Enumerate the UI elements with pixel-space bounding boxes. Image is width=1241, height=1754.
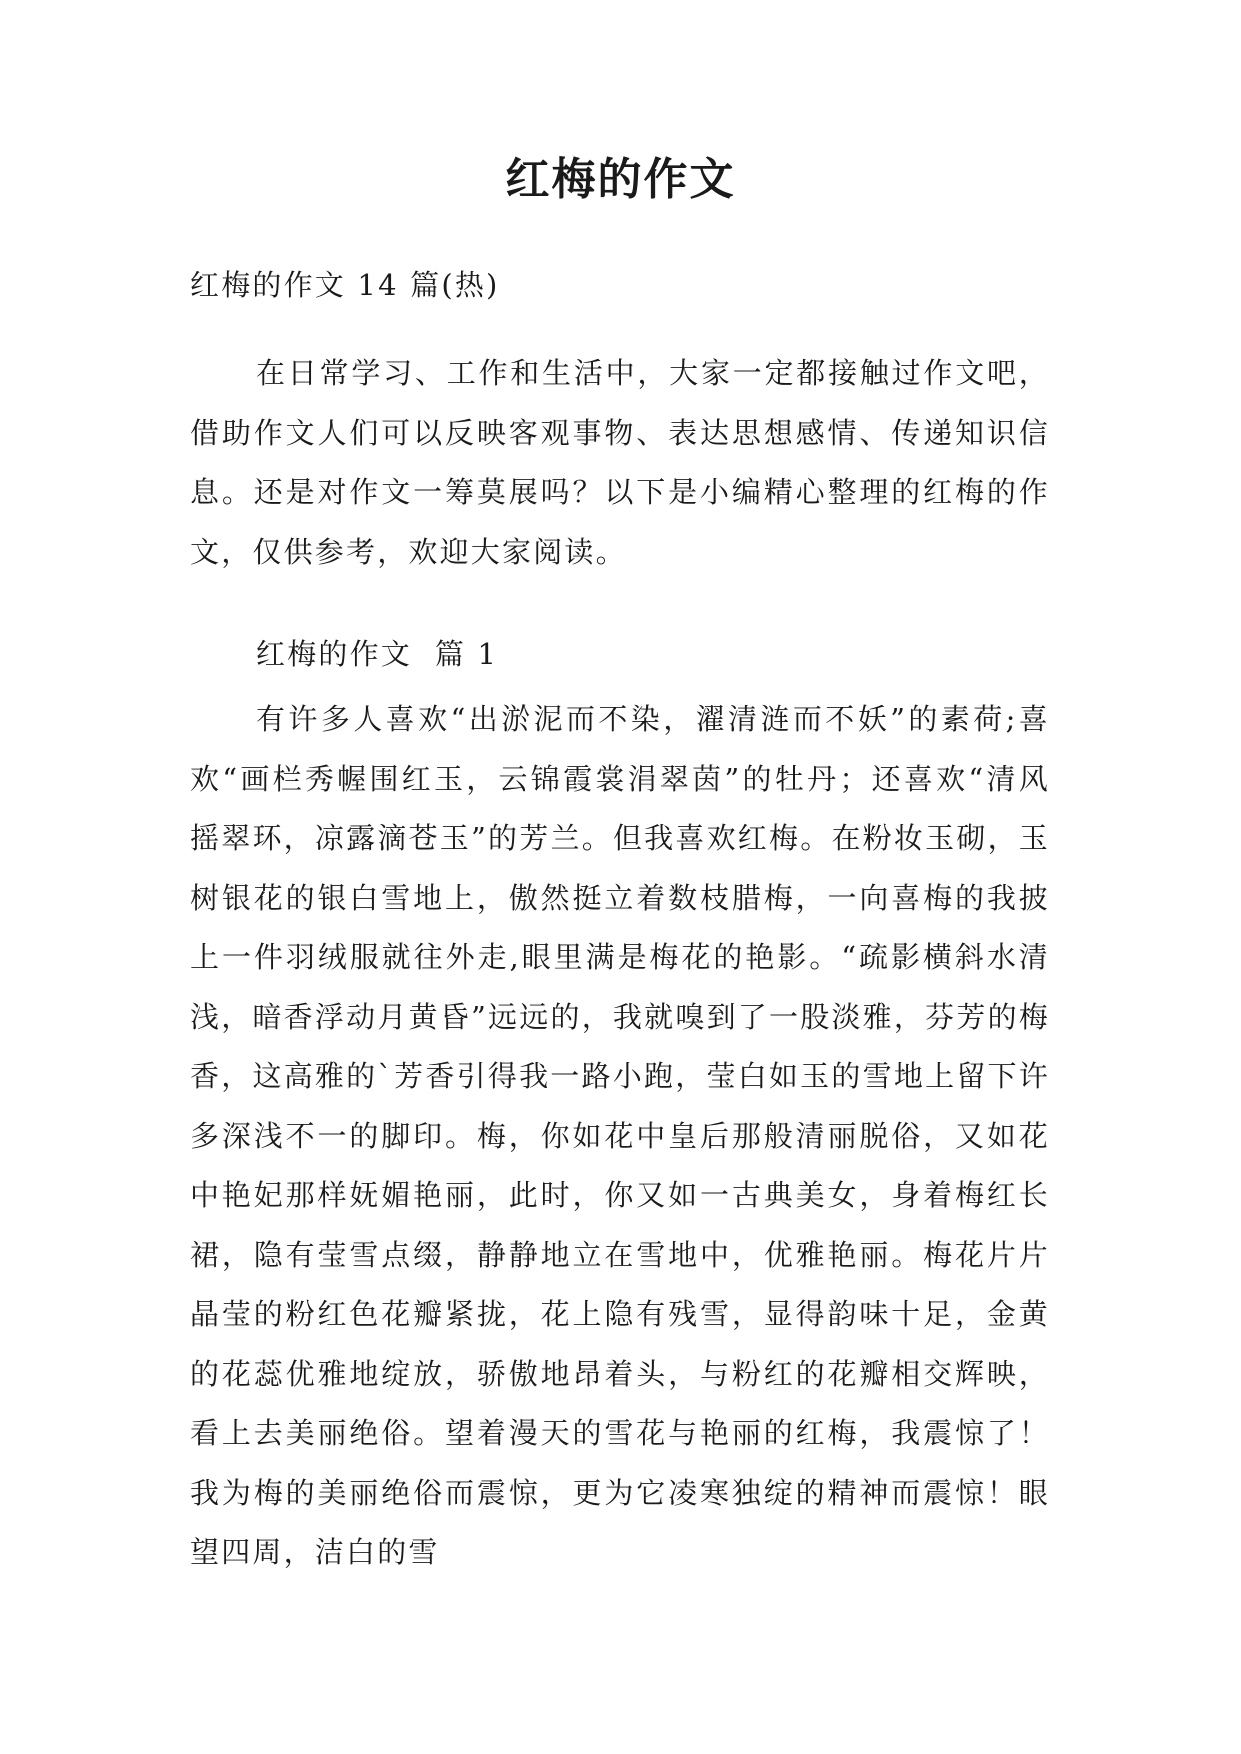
document-title: 红梅的作文 [505,154,736,205]
section-heading: 红梅的作文 篇 1 [256,637,499,671]
intro-paragraph: 在日常学习、工作和生活中，大家一定都接触过作文吧，借助作文人们可以反映客观事物、表达思想感情、传递知识信息。还是对作文一筹莫展吗？以下是小编精心整理的红梅的作文，仅供参考，欢迎大家阅读。 [190,356,1050,569]
document-subtitle: 红梅的作文 14 篇(热) [190,268,500,302]
section-paragraph: 有许多人喜欢“出淤泥而不染，濯清涟而不妖”的素荷;喜欢“画栏秀幄围红玉，云锦霞裳涓翠茵”的牡丹；还喜欢“清风摇翠环，凉露滴苍玉”的芳兰。但我喜欢红梅。在粉妆玉砌，玉树银花的银白雪地上，傲然挺立着数枝腊梅，一向喜梅的我披上一件羽绒服就往外走,眼里满是梅花的艳影。“疏影横斜水清浅，暗香浮动月黄昏”远远的，我就嗅到了一股淡雅，芬芳的梅香，这高雅的`芳香引得我一路小跑，莹白如玉的雪地上留下许多深浅不一的脚印。梅，你如花中皇后那般清丽脱俗，又如花中艳妃那样妩媚艳丽，此时，你又如一古典美女，身着梅红长裙，隐有莹雪点缀，静静地立在雪地中，优雅艳丽。梅花片片晶莹的粉红色花瓣紧拢，花上隐有残雪，显得韵味十足，金黄的花蕊优雅地绽放，骄傲地昂着头，与粉红的花瓣相交辉映，看上去美丽绝俗。望着漫天的雪花与艳丽的红梅，我震惊了！我为梅的美丽绝俗而震惊，更为它凌寒独绽的精神而震惊！眼望四周，洁白的雪 [190,702,1050,1569]
